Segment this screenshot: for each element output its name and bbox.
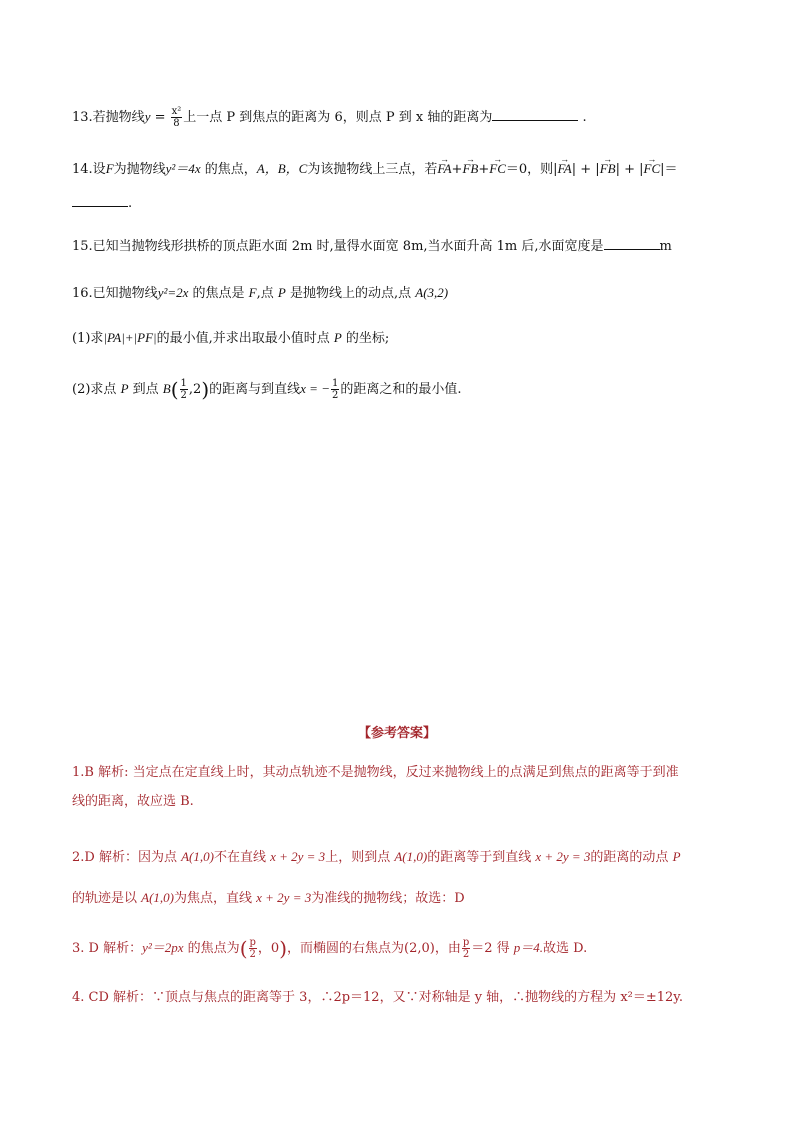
fraction [180,378,188,401]
answer-blank[interactable] [72,194,128,207]
var-F: F [248,285,257,300]
point-A: A(1,0) [394,849,428,864]
question-16 [72,283,448,304]
numerator: x² [171,106,182,117]
unit: m [659,239,672,254]
question-15 [72,237,672,257]
text: 的距离的动点 [590,850,673,865]
question-13 [72,106,587,129]
equation: y²=2x [157,285,189,300]
question-14: 14.设F为抛物线y²＝4x 的焦点，A，B，C为该抛物线上三点，若→ FA+→ FB+→ FC＝0，则|→ FA| + |→ FB| + |→ FC|＝ [72,159,678,180]
q14-text4: 为该抛物线上三点，若 [307,162,438,177]
text: 的距离之和的最小值. [340,382,462,397]
numerator: p [462,937,470,948]
answer-3: 3. D 解析：y²＝2px 的焦点为( $\frac{p}{2}$ ，0)，而椭圆的右焦点为(2,0)，由 $\frac{p}{2}$ ＝2 得 p＝4.故选 D. [72,936,588,961]
coord: ,2 [188,382,202,397]
line-eq: x = − [300,381,330,396]
text: (1)求 [72,331,104,346]
period: . [582,110,587,125]
q13-text2: 上一点 P 到焦点的距离为 6，则点 P 到 x 轴的距离为 [183,110,493,125]
text: 的最小值,并求出取最小值时点 [156,331,334,346]
denominator: 2 [331,390,339,401]
text: 的焦点为 [183,941,240,956]
text: 为准线的抛物线；故选：D [311,891,465,906]
answer-blank[interactable] [604,237,660,250]
answers-heading: 【参考答案】 [357,726,436,741]
numerator: 1 [180,378,187,389]
q16-text4: 是抛物线上的动点,点 [285,286,416,301]
point-B: B [162,381,171,396]
point-A: A(1,0) [181,849,214,864]
expression: |PA|+|PF| [103,330,157,345]
text: 的距离等于到直线 [427,850,536,865]
question-14-blank-line [72,194,132,214]
answer-4: 4. CD 解析：∵顶点与焦点的距离等于 3，∴2p＝12，又∵对称轴是 y 轴，∴抛物线的方程为 x²＝±12y. [72,990,684,1005]
answer-2-line-2 [72,888,465,909]
equation: y²＝4x [165,161,201,176]
text: 2.D 解析：因为点 [72,850,182,865]
fraction [249,937,257,960]
var-P: P [333,330,342,345]
text: 不在直线 [213,850,271,865]
text: 的距离与到直线 [209,382,301,397]
text: 3. D 解析： [72,941,143,956]
points: A，B，C [256,161,308,176]
text: 上，则到点 [325,850,395,865]
q14-text5: ＝0，则 [505,162,554,177]
vector-FC: → FC [644,159,661,179]
fraction [462,937,470,960]
q16-text2: 的焦点是 [188,286,249,301]
vector-FB: → FB [600,159,616,179]
text: (2)求点 [72,382,121,397]
var-P: P [120,381,129,396]
var-P: P [672,849,681,864]
denominator: 2 [180,390,187,401]
denominator: 2 [462,949,470,960]
var-F: F [105,161,114,176]
eq-sign: = [150,110,170,125]
equation: y²＝2px [142,940,184,955]
var-P: P [277,285,286,300]
text: 的坐标; [341,331,390,346]
text: 到点 [128,382,163,397]
answer-1-line-2: 线的距离，故应选 B. [72,794,194,809]
question-16-part-1 [72,328,389,349]
fraction [331,378,339,401]
point-A: A(1,0) [141,890,174,905]
coord: ，0 [257,941,280,956]
q14-text: 14.设 [72,162,106,177]
q16-text: 16.已知抛物线 [72,286,158,301]
question-16-part-2: (2)求点 P 到点 B( $\frac{1}{2}$ ,2)的距离与到直线x = − $\frac{1}{2}$ 的距离之和的最小值. [72,377,462,402]
fraction [171,106,183,129]
vector-FC: → FC [489,159,506,179]
answer-2-line-1 [72,847,681,868]
period: . [128,196,133,211]
text: 的轨迹是以 [72,891,142,906]
line-eq: x + 2y = 3 [535,849,591,864]
denominator: 8 [173,118,180,129]
point-A: A(3,2) [415,285,449,300]
q15-text: 15.已知当抛物线形拱桥的顶点距水面 2m 时,量得水面宽 8m,当水面升高 1m 后,水面宽度是 [72,239,604,254]
var-y: y [144,109,151,124]
line-eq: x + 2y = 3 [270,849,326,864]
equals: ＝ [664,162,678,177]
answer-1-line-1: 1.B 解析: 当定点在定直线上时，其动点轨迹不是抛物线，反过来抛物线上的点满足到焦点的距离等于到准 [72,765,679,780]
q14-text3: 的焦点， [200,162,257,177]
q16-text3: ,点 [256,286,278,301]
numerator: 1 [331,378,339,389]
line-eq: x + 2y = 3 [256,890,312,905]
text: 故选 D. [543,941,588,956]
text: 为焦点，直线 [174,891,257,906]
vector-FB: → FB [462,159,478,179]
result: p＝4. [513,940,544,955]
vector-FA: → FA [437,159,451,179]
denominator: 2 [249,949,256,960]
vector-FA: → FA [558,159,572,179]
text: ，而椭圆的右焦点为(2,0)，由 [287,941,461,956]
q13-text: 13.若抛物线 [72,110,145,125]
answer-blank[interactable] [492,108,578,121]
q14-text2: 为抛物线 [113,162,166,177]
text: ＝2 得 [471,941,514,956]
numerator: p [249,937,256,948]
